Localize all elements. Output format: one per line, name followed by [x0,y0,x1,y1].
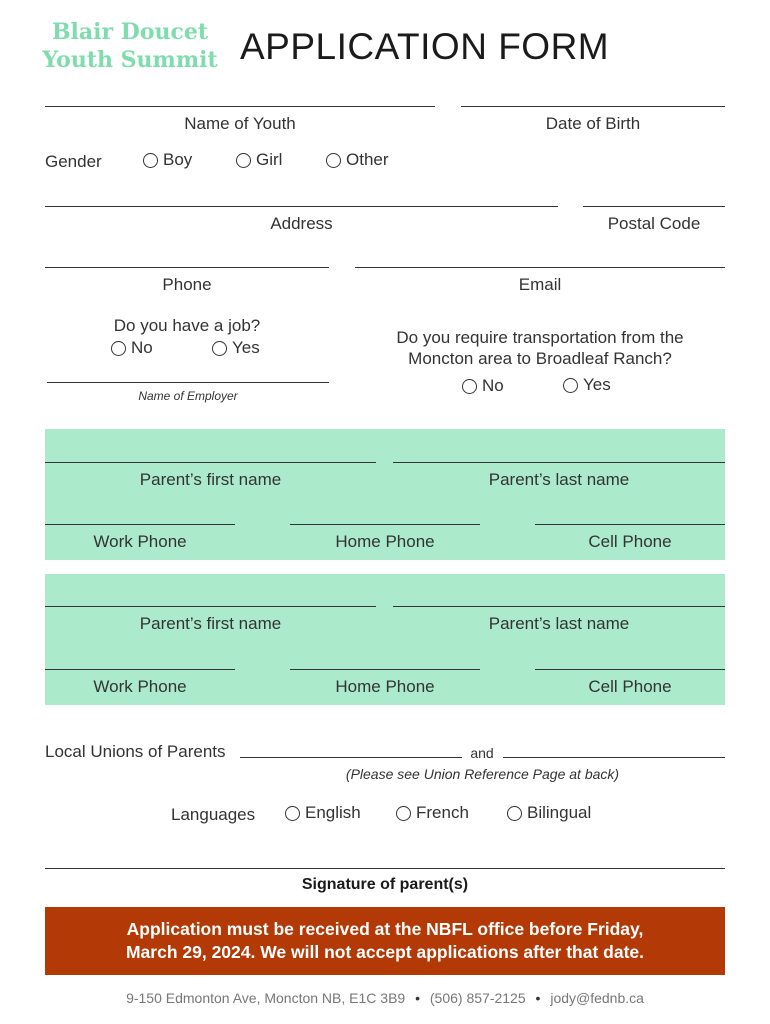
radio-circle-icon [396,806,411,821]
radio-circle-icon [563,378,578,393]
phone-label: Phone [162,275,212,294]
parent2-cell-phone-label: Cell Phone [588,677,672,696]
gender-other-radio[interactable]: Other [326,150,389,170]
email-field[interactable] [355,267,725,268]
parent2-work-phone-field[interactable] [45,669,235,670]
language-bilingual-radio[interactable]: Bilingual [507,803,591,823]
languages-label: Languages [171,805,256,824]
radio-circle-icon [212,341,227,356]
signature-field[interactable] [45,868,725,869]
union-2-field[interactable] [503,757,725,758]
parent2-first-name-label: Parent’s first name [139,614,282,633]
employer-label: Name of Employer [138,389,238,403]
parent1-work-phone-label: Work Phone [93,532,187,551]
radio-circle-icon [143,153,158,168]
radio-circle-icon [507,806,522,821]
parent2-last-name-label: Parent’s last name [488,614,630,633]
email-label: Email [518,275,562,294]
gender-label: Gender [45,152,102,171]
signature-label: Signature of parent(s) [301,876,469,893]
union-1-field[interactable] [240,757,462,758]
parent1-work-phone-field[interactable] [45,524,235,525]
footer-separator: • [535,990,541,1006]
deadline-banner [45,907,725,975]
parent1-first-name-label: Parent’s first name [139,470,282,489]
footer-email: jody@fednb.ca [550,990,644,1006]
parent2-first-name-field[interactable] [45,606,376,607]
radio-circle-icon [326,153,341,168]
parent1-cell-phone-label: Cell Phone [588,532,672,551]
employer-field[interactable] [47,382,329,383]
name-of-youth-field[interactable] [45,106,435,107]
language-english-radio[interactable]: English [285,803,361,823]
unions-note: (Please see Union Reference Page at back) [345,766,620,782]
transport-no-radio[interactable]: No [462,376,504,396]
footer-separator: • [415,990,420,1006]
radio-circle-icon [111,341,126,356]
gender-boy-radio[interactable]: Boy [143,150,192,170]
transport-yes-radio[interactable]: Yes [563,375,611,395]
transport-question-line1: Do you require transportation from the [396,328,684,347]
job-no-radio[interactable]: No [111,338,153,358]
gender-girl-radio[interactable]: Girl [236,150,282,170]
job-yes-radio[interactable]: Yes [212,338,260,358]
date-of-birth-label: Date of Birth [545,114,641,133]
parent1-first-name-field[interactable] [45,462,376,463]
postal-code-label: Postal Code [607,214,701,233]
parent1-last-name-field[interactable] [393,462,725,463]
phone-field[interactable] [45,267,329,268]
postal-code-field[interactable] [583,206,725,207]
parent2-home-phone-field[interactable] [290,669,480,670]
radio-circle-icon [285,806,300,821]
language-french-radio[interactable]: French [396,803,469,823]
parent2-work-phone-label: Work Phone [93,677,187,696]
radio-circle-icon [236,153,251,168]
logo-line1: Blair Doucet [51,19,209,45]
footer-address: 9-150 Edmonton Ave, Moncton NB, E1C 3B9 [126,990,406,1006]
deadline-line1: Application must be received at the NBFL office before Friday, [126,919,644,939]
parent1-last-name-label: Parent’s last name [488,470,630,489]
deadline-line2: March 29, 2024. We will not accept applications after that date. [125,942,645,962]
unions-label: Local Unions of Parents [45,742,226,761]
page-title: APPLICATION FORM [240,26,610,67]
parent2-last-name-field[interactable] [393,606,725,607]
address-label: Address [270,214,333,233]
logo [40,18,220,74]
footer-contact [0,990,770,1006]
radio-circle-icon [462,379,477,394]
parent2-home-phone-label: Home Phone [335,677,435,696]
transport-question-line2: Moncton area to Broadleaf Ranch? [408,349,672,368]
parent1-home-phone-label: Home Phone [335,532,435,551]
name-of-youth-label: Name of Youth [184,114,296,133]
date-of-birth-field[interactable] [461,106,725,107]
parent1-home-phone-field[interactable] [290,524,480,525]
job-question: Do you have a job? [113,316,261,335]
unions-and-label: and [470,745,494,761]
footer-phone: (506) 857-2125 [429,990,526,1006]
logo-line2: Youth Summit [42,47,218,73]
address-field[interactable] [45,206,558,207]
parent1-cell-phone-field[interactable] [535,524,725,525]
parent2-cell-phone-field[interactable] [535,669,725,670]
